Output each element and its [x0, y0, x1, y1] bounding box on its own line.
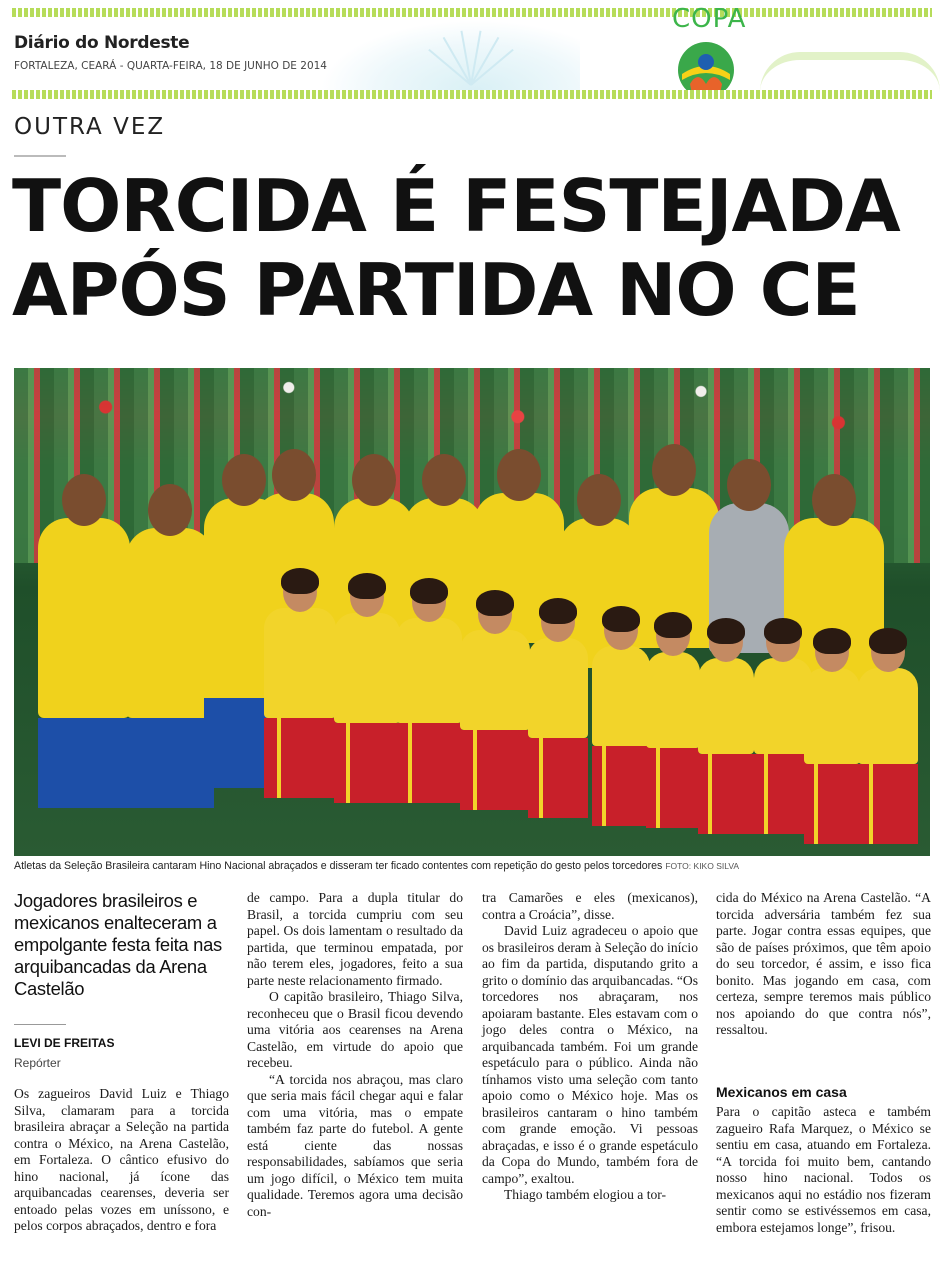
paragraph: de campo. Para a dupla titular do Brasil, a torcida cumpriu com seu papel. Os dois lamentam o resultado da partida, que terminou empatada, por não terem eles, jogadores, feito a sua parte neste relacionamento firmado. [247, 890, 463, 988]
article-deck: Jogadores brasileiros e mexicanos enalteceram a empolgante festa feita nas arquibancadas da Arena Castelão [14, 890, 222, 999]
child-mascot [396, 618, 462, 723]
dateline: FORTALEZA, CEARÁ - QUARTA-FEIRA, 18 DE JUNHO DE 2014 [14, 60, 327, 72]
top-stripe [12, 8, 932, 17]
headline [12, 164, 932, 332]
author-role: Repórter [14, 1056, 61, 1070]
paragraph: Para o capitão asteca e também zagueiro Rafa Marquez, o México se sentiu em casa, atuando em Fortaleza. “A torcida foi muito bem, cantando nosso hino nacional. Todos os mexicanos aqui no estádio nos fizeram sentir como se estivéssemos em casa, embora estejamos longe”, frisou. [716, 1104, 931, 1235]
paragraph: tra Camarões e eles (mexicanos), contra a Croácia”, disse. [482, 890, 698, 922]
kicker: OUTRA VEZ [14, 114, 166, 140]
bottom-stripe [12, 90, 932, 99]
byline: LEVI DE FREITAS [14, 1036, 115, 1050]
child-mascot [858, 668, 918, 764]
photo-credit: FOTO: KIKO SILVA [665, 861, 740, 871]
player-figure [126, 528, 214, 718]
body-column-4-continued [716, 1104, 931, 1236]
body-column-3 [482, 890, 698, 1204]
headline-line-2: APÓS PARTIDA NO CE [12, 248, 860, 332]
body-column-2 [247, 890, 463, 1220]
paragraph: “A torcida nos abraçou, mas claro que seria mais fácil chegar aqui e falar com uma vitória, mas o empate também faz parte do futebol. A gente está ciente das nossas responsabilidades, sabíamos que seria um jogo difícil, o México tem muita qualidade. Teremos agora uma decisão con- [247, 1071, 463, 1219]
body-column-1 [14, 1086, 229, 1235]
child-mascot [646, 652, 700, 748]
hills-graphic [760, 52, 940, 92]
headline-line-1: TORCIDA É FESTEJADA [12, 164, 900, 248]
child-mascot [264, 608, 336, 718]
sunburst-graphic [320, 20, 580, 90]
child-mascot [804, 668, 860, 764]
paragraph: cida do México na Arena Castelão. “A torcida adversária também fez sua parte. Jogar contra essas equipes, que são de países próximos, que têm apoio do seu torcedor, é assim, e isso fica bonito. Mas jogando em casa, com certeza, sempre teremos mais público nos apoiando do que contra nós”, ressaltou. [716, 890, 931, 1037]
child-mascot [460, 630, 530, 730]
team-photo [14, 368, 930, 856]
child-mascot [698, 658, 754, 754]
paragraph: Os zagueiros David Luiz e Thiago Silva, clamaram para a torcida brasileira abraçar a Seleção na partida contra o México, na Arena Castelão, em Fortaleza. O cântico efusivo do hino nacional, já ícone das arquibancadas cearenses, deveria ser entoado pelas vozes em uníssono, e pelos corpos abraçados, dentro e fora [14, 1086, 229, 1233]
player-figure [38, 518, 130, 718]
paragraph: O capitão brasileiro, Thiago Silva, reconheceu que o Brasil ficou devendo uma vitória aos cearenses na Arena Castelão, em virtude do apoio que recebeu. [247, 989, 463, 1070]
subheading: Mexicanos em casa [716, 1084, 847, 1100]
newspaper-name: Diário do Nordeste [14, 33, 190, 53]
paragraph: David Luiz agradeceu o apoio que os brasileiros deram à Seleção do início ao fim da partida, disputando grito a grito o domínio das arquibancadas. “Os torcedores nos abraçaram, nos apoiaram bastante. Eles estavam com o jogo deles contra o México, na arquibancada também. Foi um grande espetáculo para o público. Ainda não tínhamos visto uma seleção com tanto apoio como o México hoje. Mas os brasileiros cantaram o hino também com grande emoção. Vi pessoas abraçadas, e isso é o grande espetáculo da Copa do Mundo, também fora de campo”, exaltou. [482, 923, 698, 1186]
child-mascot [334, 613, 400, 723]
paragraph: Thiago também elogiou a tor- [504, 1187, 667, 1202]
caption-text: Atletas da Seleção Brasileira cantaram Hino Nacional abraçados e disseram ter ficado contentes com repetição do gesto pelos torcedores [14, 860, 663, 872]
child-mascot [592, 646, 650, 746]
body-column-4 [716, 890, 931, 1039]
kicker-rule [14, 155, 66, 157]
photo-caption [14, 860, 739, 872]
section-logo-text: COPA [672, 4, 747, 34]
deck-rule [14, 1024, 66, 1025]
masthead-band [0, 0, 941, 104]
child-mascot [528, 638, 588, 738]
